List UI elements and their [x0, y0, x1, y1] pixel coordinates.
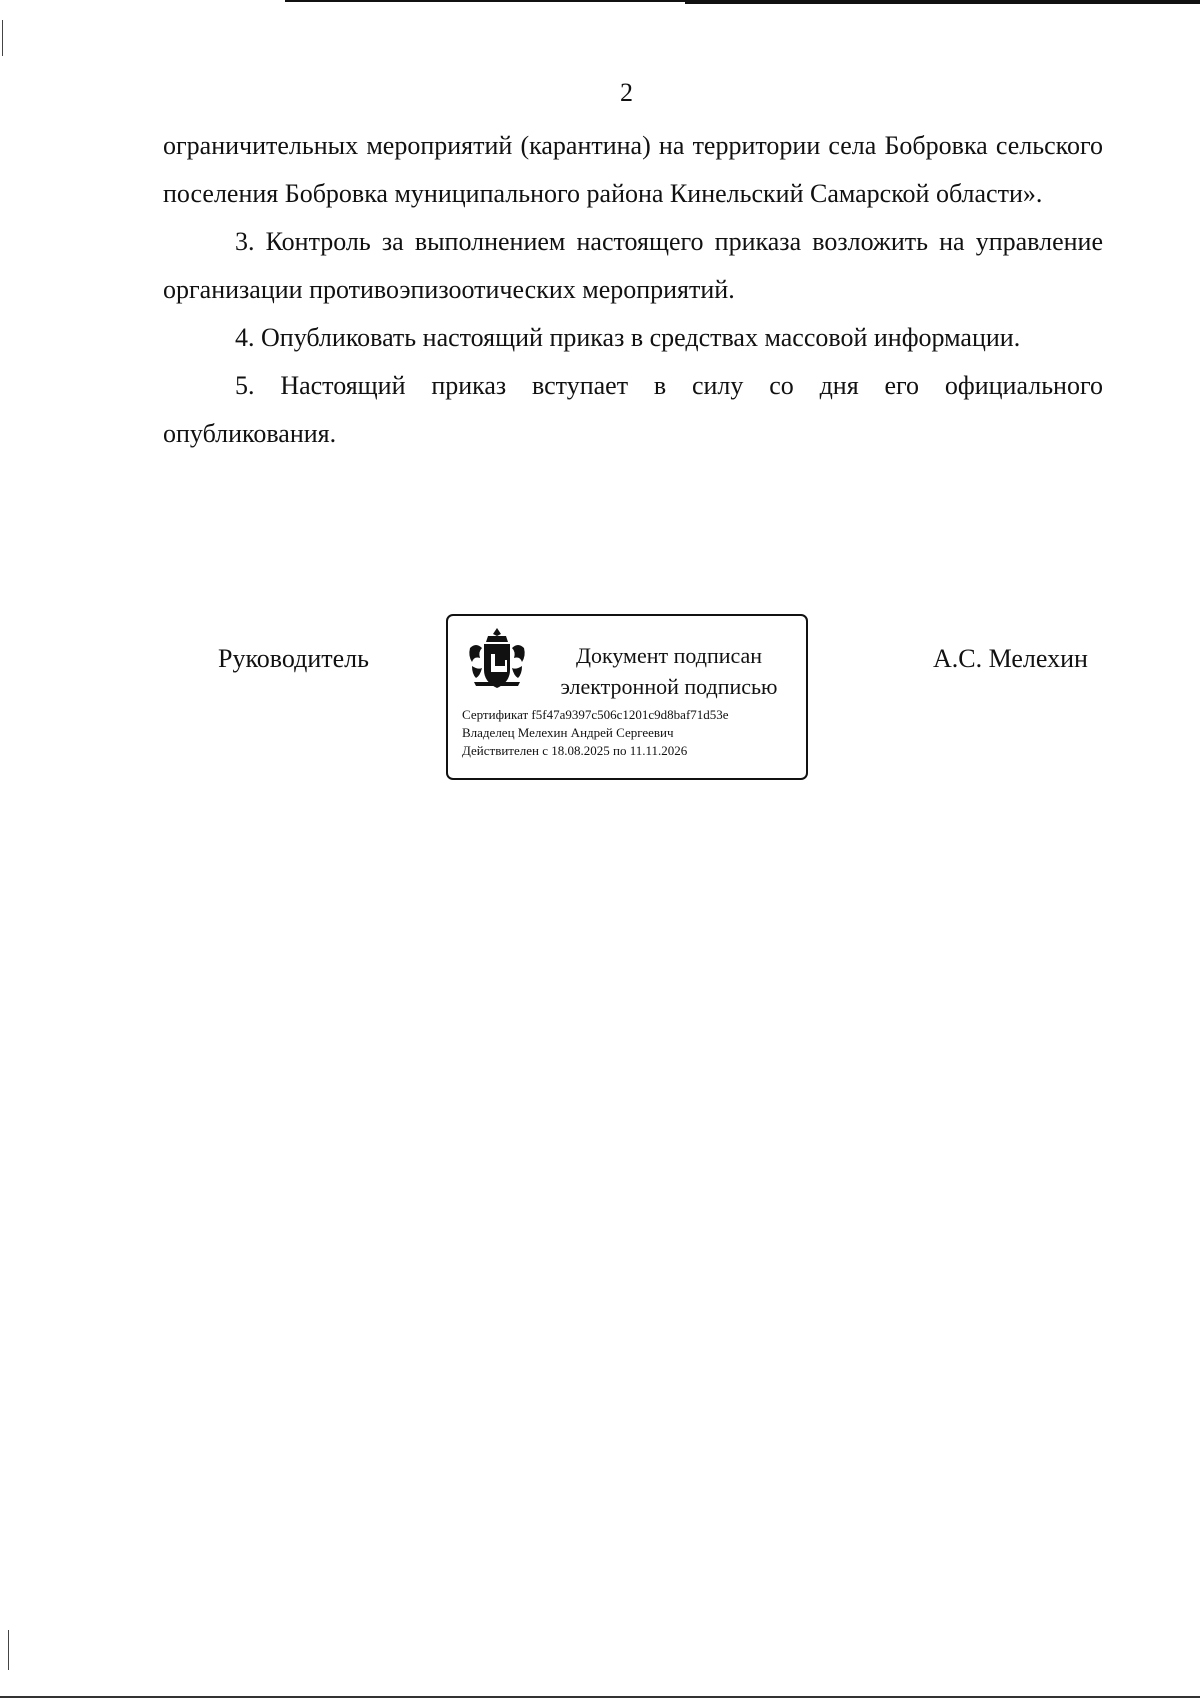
- paragraph-item-3: 3. Контроль за выполнением настоящего приказа возложить на управление организации противоэпизоотических мероприятий.: [163, 227, 1103, 304]
- certificate-number: Сертификат f5f47a9397c506c1201c9d8baf71d53e: [462, 707, 729, 722]
- document-body: [163, 122, 1103, 458]
- certificate-owner: Владелец Мелехин Андрей Сергеевич: [462, 725, 674, 740]
- scan-edge-top-bold: [685, 0, 1200, 4]
- esignature-heading-line1: Документ подписан: [575, 643, 763, 668]
- page-number: 2: [620, 78, 633, 107]
- esignature-heading-line2: электронной подписью: [560, 674, 778, 699]
- paragraph-item-5: 5. Настоящий приказ вступает в силу со дня его официального опубликования.: [163, 371, 1103, 448]
- scan-edge-left-bottom: [8, 1630, 9, 1670]
- esignature-details: [462, 706, 802, 760]
- paragraph-continuation: ограничительных мероприятий (карантина) на территории села Бобровка сельского поселения Бобровка муниципального района Кинельский Самарской области».: [163, 131, 1103, 208]
- scan-edge-bottom: [0, 1696, 1200, 1698]
- scan-edge-top: [285, 0, 685, 2]
- samara-region-coat-of-arms-icon: [466, 626, 528, 692]
- paragraph-item-4: 4. Опубликовать настоящий приказ в средствах массовой информации.: [235, 323, 1021, 352]
- signer-name: А.С. Мелехин: [933, 644, 1088, 673]
- esignature-heading: [544, 640, 794, 702]
- scan-edge-left: [2, 20, 3, 56]
- signer-title: Руководитель: [218, 644, 369, 673]
- certificate-validity: Действителен с 18.08.2025 по 11.11.2026: [462, 743, 688, 758]
- electronic-signature-stamp: [446, 614, 808, 780]
